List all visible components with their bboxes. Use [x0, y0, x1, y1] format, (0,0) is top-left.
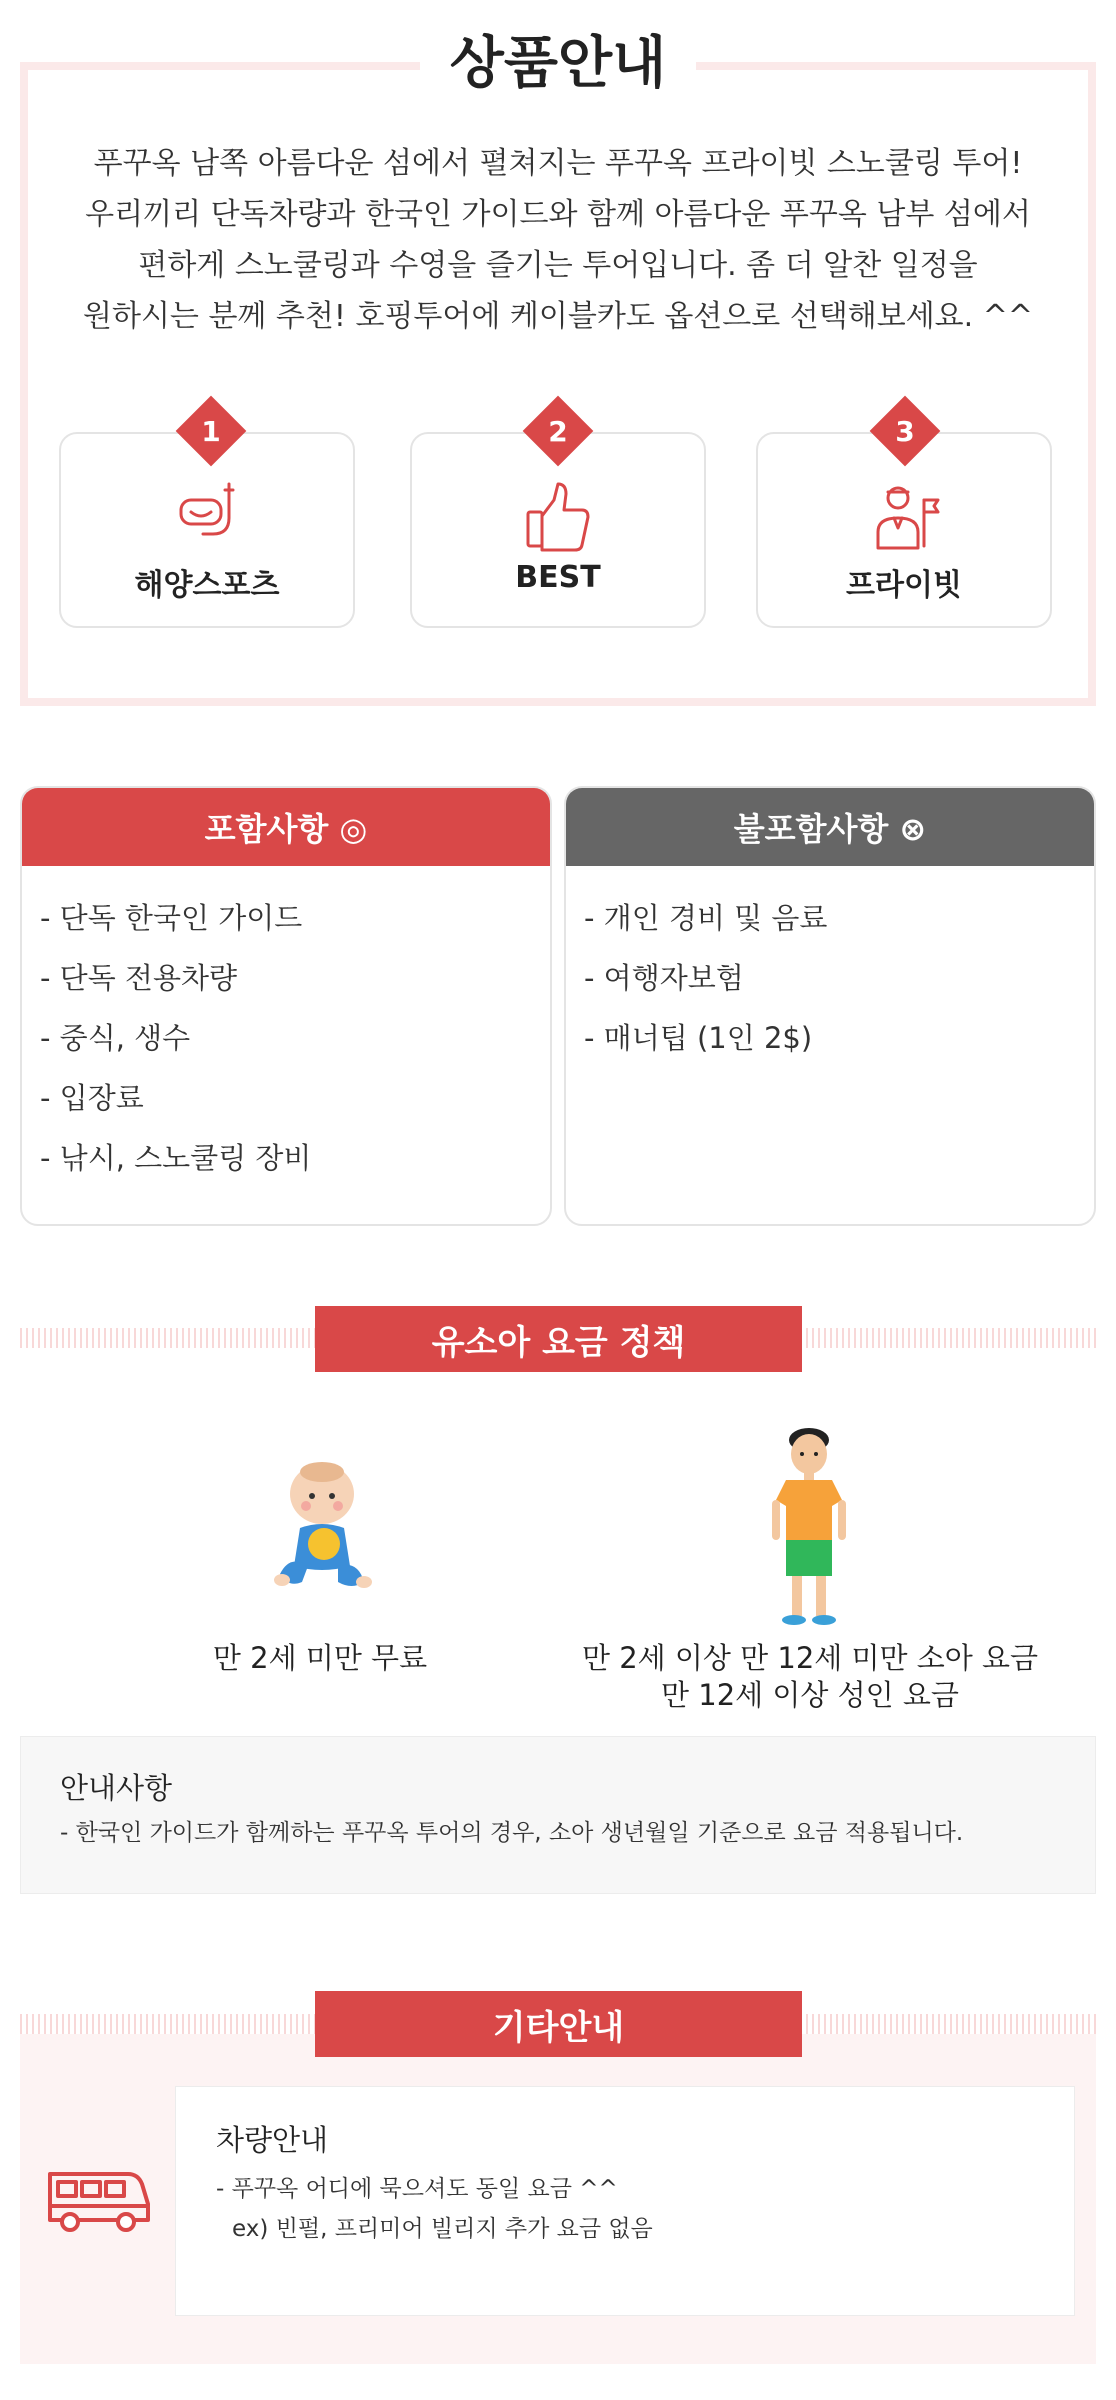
infant-fare-caption: 만 2세 미만 무료 [212, 1641, 428, 1675]
description-line: 편하게 스노쿨링과 수영을 즐기는 투어입니다. 좀 더 알찬 일정을 [138, 248, 978, 283]
feature-label: 프라이빗 [846, 568, 962, 603]
description-line: 원하시는 분께 추천! 호핑투어에 케이블카도 옵션으로 선택해보세요. ^^ [82, 299, 1034, 334]
product-info-title: 상품안내 [449, 31, 667, 96]
child-illustration [764, 1424, 854, 1634]
included-item: - 낚시, 스노쿨링 장비 [40, 1141, 312, 1175]
guide-with-flag-icon [864, 476, 944, 556]
vehicle-info-title: 차량안내 [216, 2123, 329, 2157]
etc-info-banner: 기타안내 [315, 1991, 802, 2057]
notice-text: - 한국인 가이드가 함께하는 푸꾸옥 투어의 경우, 소아 생년월일 기준으로 요금 적용됩니다. [60, 1820, 964, 1846]
excluded-item: - 여행자보험 [584, 961, 744, 995]
child-fare-banner: 유소아 요금 정책 [315, 1306, 802, 1372]
child-fare-caption: 만 2세 이상 만 12세 미만 소아 요금 [581, 1641, 1039, 1675]
feature-label: BEST [515, 560, 601, 595]
excluded-header: 불포함사항 ⊗ [566, 788, 1094, 866]
van-icon [46, 2164, 150, 2234]
thumbs-up-icon [518, 476, 598, 556]
excluded-item: - 개인 경비 및 음료 [584, 901, 828, 935]
vehicle-info-line: - 푸꾸옥 어디에 묵으셔도 동일 요금 ^^ [216, 2176, 618, 2202]
feature-number: 1 [201, 414, 221, 448]
feature-label: 해양스포츠 [134, 568, 280, 603]
snorkel-mask-icon [167, 476, 247, 556]
feature-number: 2 [548, 414, 568, 448]
included-header: 포함사항 ◎ [22, 788, 550, 866]
infant-illustration [264, 1454, 374, 1604]
included-item: - 중식, 생수 [40, 1021, 191, 1055]
description-line: 우리끼리 단독차량과 한국인 가이드와 함께 아름다운 푸꾸옥 남부 섬에서 [85, 197, 1031, 232]
included-box [20, 786, 552, 1226]
product-description [40, 138, 1076, 342]
adult-fare-caption: 만 12세 이상 성인 요금 [661, 1678, 959, 1712]
included-item: - 단독 전용차량 [40, 961, 237, 995]
excluded-list [566, 866, 1094, 1068]
vehicle-info-line: ex) 빈펄, 프리미어 빌리지 추가 요금 없음 [232, 2216, 653, 2242]
included-list [22, 866, 550, 1188]
included-item: - 입장료 [40, 1081, 144, 1115]
excluded-item: - 매너팁 (1인 2$) [584, 1021, 813, 1055]
description-line: 푸꾸옥 남쪽 아름다운 섬에서 펼쳐지는 푸꾸옥 프라이빗 스노쿨링 투어! [93, 146, 1023, 181]
included-item: - 단독 한국인 가이드 [40, 901, 303, 935]
notice-title: 안내사항 [60, 1771, 173, 1805]
excluded-box [564, 786, 1096, 1226]
feature-number: 3 [895, 414, 915, 448]
